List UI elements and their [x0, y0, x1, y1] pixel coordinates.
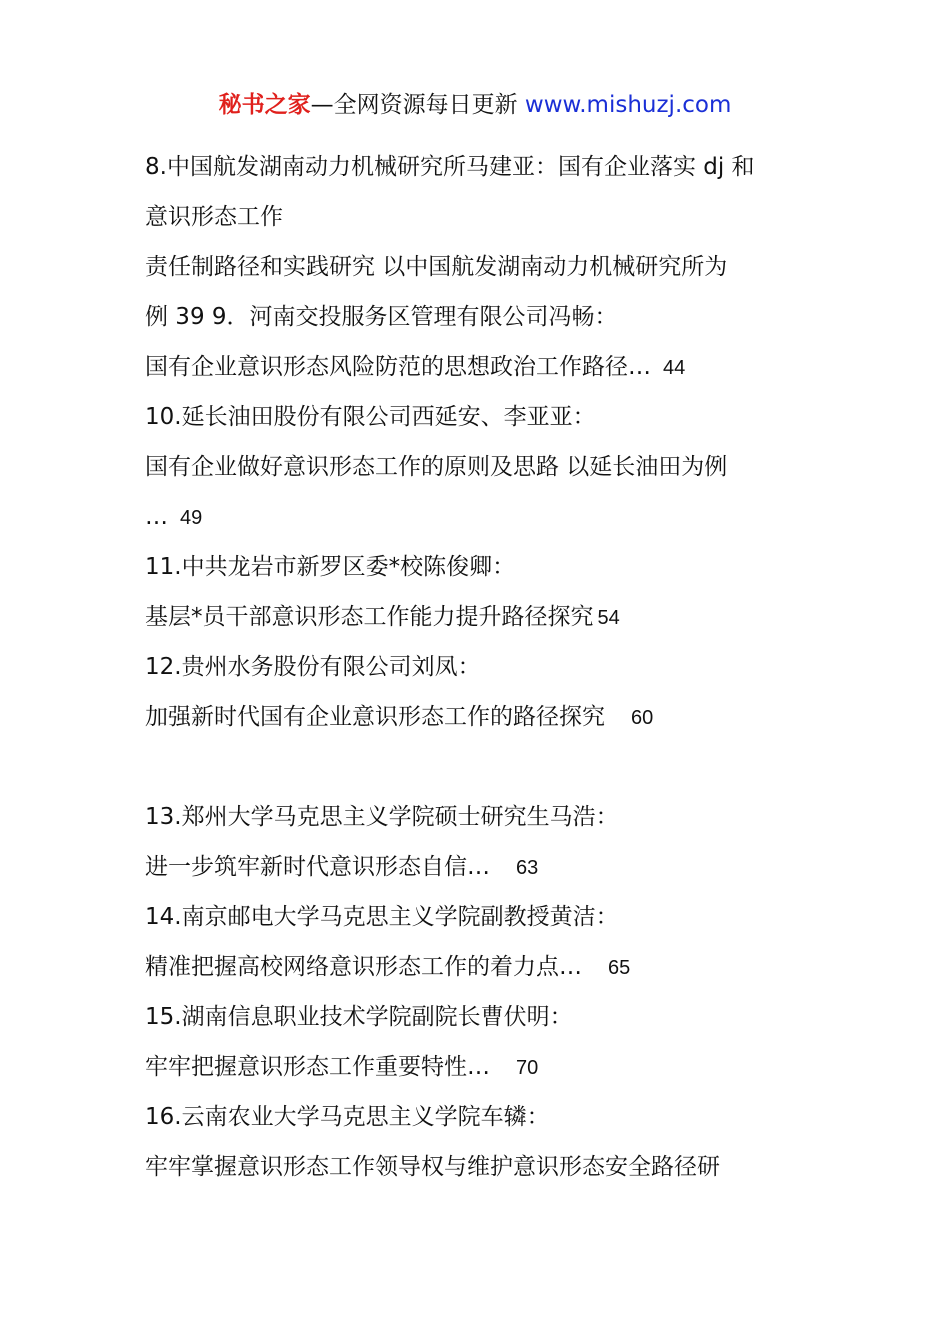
- toc-line: 8.中国航发湖南动力机械研究所马建亚：国有企业落实 dj 和: [145, 154, 755, 180]
- brand-name: 秘书之家: [218, 92, 311, 118]
- toc-entry: [145, 942, 815, 992]
- toc-page-number: 44: [663, 357, 686, 379]
- toc-line: 11.中共龙岩市新罗区委*校陈俊卿：: [145, 554, 516, 580]
- toc-line: 14.南京邮电大学马克思主义学院副教授黄洁：: [145, 904, 619, 930]
- page-header: [0, 88, 950, 122]
- header-tagline: —全网资源每日更新: [310, 92, 518, 118]
- toc-entry-title: …: [145, 504, 168, 530]
- toc-line: 16.云南农业大学马克思主义学院车辚：: [145, 1104, 550, 1130]
- toc-entry-title: 牢牢把握意识形态工作重要特性…: [145, 1054, 490, 1080]
- toc-line: 国有企业做好意识形态工作的原则及思路 以延长油田为例: [145, 454, 728, 480]
- toc-line: 责任制路径和实践研究 以中国航发湖南动力机械研究所为: [145, 254, 728, 280]
- toc-line: 意识形态工作: [145, 204, 283, 230]
- toc-page-number: 65: [608, 957, 631, 979]
- toc-page-number: 54: [597, 607, 620, 629]
- toc-entry-title: 基层*员干部意识形态工作能力提升路径探究: [145, 604, 594, 630]
- toc-line: 12.贵州水务股份有限公司刘凤：: [145, 654, 481, 680]
- toc-line: 例 39 9．河南交投服务区管理有限公司冯畅：: [145, 304, 618, 330]
- toc-entry: [145, 492, 815, 542]
- toc-entry: [145, 1042, 815, 1092]
- toc-entry: [145, 692, 815, 742]
- toc-line: 牢牢掌握意识形态工作领导权与维护意识形态安全路径研: [145, 1154, 720, 1180]
- toc-page-number: 60: [631, 707, 654, 729]
- toc-line: 13.郑州大学马克思主义学院硕士研究生马浩：: [145, 804, 619, 830]
- toc-entry: [145, 342, 815, 392]
- toc-page-number: 49: [180, 507, 203, 529]
- toc-entry: [145, 592, 815, 642]
- blank-line: [145, 742, 815, 792]
- toc-entry-title: 国有企业意识形态风险防范的思想政治工作路径…: [145, 354, 651, 380]
- toc-line: 15.湖南信息职业技术学院副院长曹伏明：: [145, 1004, 573, 1030]
- site-url-link[interactable]: www.mishuzj.com: [524, 92, 732, 118]
- toc-entry-title: 进一步筑牢新时代意识形态自信…: [145, 854, 490, 880]
- toc-entry: [145, 842, 815, 892]
- toc-page-number: 63: [516, 857, 539, 879]
- toc-line: 10.延长油田股份有限公司西延安、李亚亚：: [145, 404, 596, 430]
- toc-entry-title: 精准把握高校网络意识形态工作的着力点…: [145, 954, 582, 980]
- table-of-contents: [145, 142, 815, 1192]
- toc-entry-title: 加强新时代国有企业意识形态工作的路径探究: [145, 704, 605, 730]
- toc-page-number: 70: [516, 1057, 539, 1079]
